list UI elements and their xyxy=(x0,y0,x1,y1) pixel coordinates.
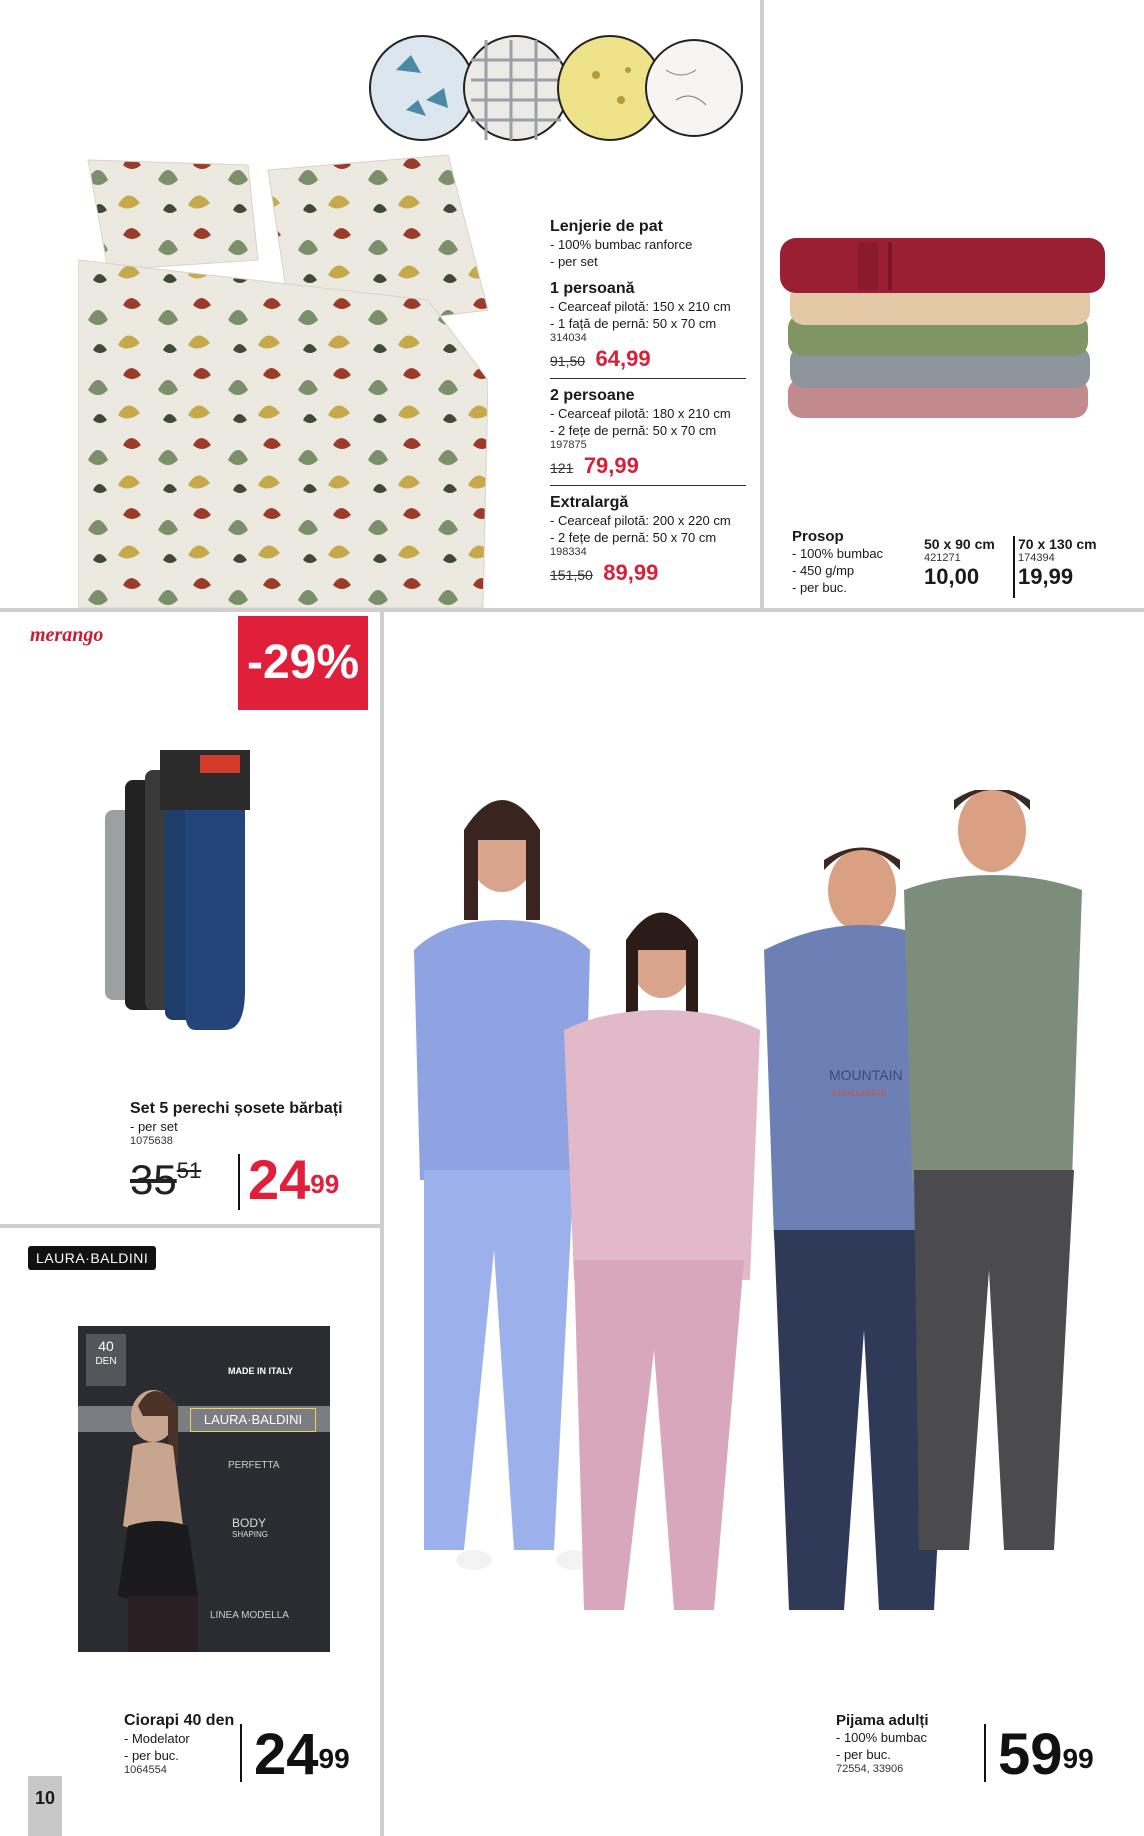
top-column-divider xyxy=(760,0,764,610)
page-number-tab xyxy=(28,1776,62,1836)
variant-code: 314034 xyxy=(550,332,587,344)
price: 89,99 xyxy=(603,560,659,585)
package-line: SHAPING xyxy=(232,1530,269,1539)
package-line: BODY xyxy=(232,1516,267,1530)
variant-code: 197875 xyxy=(550,439,587,451)
package-line: LINEA MODELLA xyxy=(210,1610,289,1621)
pajamas-price xyxy=(998,1722,1094,1787)
old-price: 151,50 xyxy=(550,567,593,583)
towel-size: 50 x 90 cm xyxy=(924,536,995,552)
socks-info xyxy=(130,1100,370,1147)
bedding-swatches xyxy=(366,30,746,148)
towel-price: 10,00 xyxy=(924,564,980,589)
socks-separator xyxy=(238,1154,240,1210)
variant-spec: - Cearceaf pilotă: 200 x 220 cm xyxy=(550,513,731,528)
pajamas-info xyxy=(836,1712,976,1775)
variant-code: 198334 xyxy=(550,546,587,558)
den-badge xyxy=(86,1334,126,1386)
towel-feature: - 100% bumbac xyxy=(792,546,884,561)
tights-info xyxy=(124,1712,244,1776)
brand-name: merango xyxy=(30,624,104,646)
bedding-variant xyxy=(550,387,746,479)
tights-title: Ciorapi 40 den xyxy=(124,1712,235,1729)
pajamas-feature: - 100% bumbac xyxy=(836,1730,928,1745)
towel-size-col xyxy=(924,536,1016,590)
price: 64,99 xyxy=(595,346,651,371)
towel-code: 421271 xyxy=(924,552,961,564)
page-number: 10 xyxy=(34,1788,56,1808)
socks-old-price xyxy=(130,1156,201,1204)
socks-price xyxy=(248,1150,339,1210)
socks-image xyxy=(100,740,280,1050)
variant-spec: - 2 fețe de pernă: 50 x 70 cm xyxy=(550,423,717,438)
price: 79,99 xyxy=(583,453,639,478)
variant-name: Extralargă xyxy=(550,494,629,511)
pajamas-image xyxy=(394,790,1114,1620)
shirt-print-sub: CHALLENGE xyxy=(832,1088,887,1098)
bedding-variant xyxy=(550,494,746,586)
tights-price xyxy=(254,1722,350,1787)
top-row-divider xyxy=(0,608,1144,612)
bedding-info xyxy=(550,218,746,586)
laura-baldini-logo xyxy=(28,1246,156,1270)
variant-name: 1 persoană xyxy=(550,280,635,297)
socks-feature: - per set xyxy=(130,1119,178,1134)
pajamas-feature: - per buc. xyxy=(836,1747,891,1762)
variant-spec: - 1 față de pernă: 50 x 70 cm xyxy=(550,316,717,331)
package-brand: LAURA·BALDINI xyxy=(190,1408,316,1432)
package-line: PERFETTA xyxy=(228,1460,280,1471)
brand-name: LAURA·BALDINI xyxy=(36,1250,149,1266)
den-label: DEN xyxy=(95,1356,117,1367)
socks-title: Set 5 perechi șosete bărbați xyxy=(130,1100,343,1117)
old-price-int: 35 xyxy=(130,1156,177,1203)
towel-size-col xyxy=(1018,536,1118,590)
discount-badge xyxy=(238,616,368,710)
old-price: 121 xyxy=(550,460,574,476)
den-value: 40 xyxy=(98,1338,114,1354)
towel-title: Prosop xyxy=(792,528,844,545)
tights-package-image xyxy=(78,1326,330,1652)
variant-spec: - Cearceaf pilotă: 150 x 210 cm xyxy=(550,299,731,314)
shirt-print-text: MOUNTAIN xyxy=(829,1067,903,1083)
bedding-title: Lenjerie de pat xyxy=(550,218,663,235)
pajamas-code: 72554, 33906 xyxy=(836,1763,904,1775)
towel-image xyxy=(778,228,1110,448)
tights-feature: - Modelator xyxy=(124,1731,190,1746)
old-price: 91,50 xyxy=(550,353,586,369)
old-price-dec: 51 xyxy=(176,1158,202,1183)
left-middle-divider xyxy=(0,1224,382,1228)
variant-spec: - 2 fețe de pernă: 50 x 70 cm xyxy=(550,530,717,545)
discount-text: -29% xyxy=(246,636,360,689)
variant-spec: - Cearceaf pilotă: 180 x 210 cm xyxy=(550,406,731,421)
towel-size: 70 x 130 cm xyxy=(1018,536,1097,552)
towel-price: 19,99 xyxy=(1018,564,1074,589)
price-int: 24 xyxy=(248,1148,311,1211)
tights-feature: - per buc. xyxy=(124,1748,179,1763)
towel-feature: - 450 g/mp xyxy=(792,563,855,578)
tights-separator xyxy=(240,1724,242,1782)
pajamas-title: Pijama adulți xyxy=(836,1712,929,1729)
made-in-italy: MADE IN ITALY xyxy=(228,1366,294,1376)
price-dec: 99 xyxy=(310,1169,340,1199)
bedding-feature: - per set xyxy=(550,254,598,269)
price-int: 24 xyxy=(254,1722,319,1787)
tights-code: 1064554 xyxy=(124,1764,167,1776)
towel-code: 174394 xyxy=(1018,552,1055,564)
bedding-variant xyxy=(550,280,746,372)
bedding-feature: - 100% bumbac ranforce xyxy=(550,237,693,252)
socks-code: 1075638 xyxy=(130,1135,173,1147)
towel-separator xyxy=(1013,536,1015,598)
variant-name: 2 persoane xyxy=(550,387,635,404)
merango-logo xyxy=(30,624,103,647)
pajamas-separator xyxy=(984,1724,986,1782)
price-int: 59 xyxy=(998,1722,1063,1787)
bedding-image xyxy=(78,150,488,608)
towel-feature: - per buc. xyxy=(792,580,847,595)
towel-info xyxy=(792,528,912,596)
left-column-divider xyxy=(380,610,384,1836)
price-dec: 99 xyxy=(1062,1743,1094,1774)
price-dec: 99 xyxy=(318,1743,350,1774)
